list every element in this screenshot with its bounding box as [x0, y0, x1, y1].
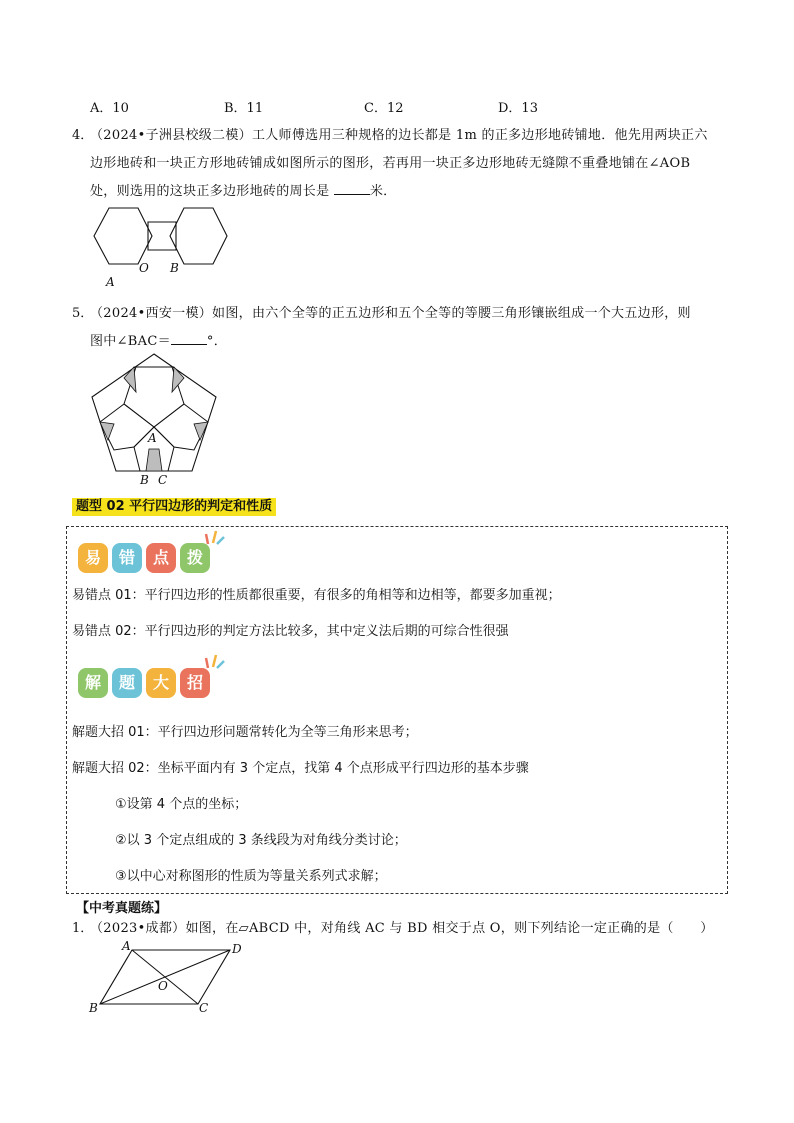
- step-item: ①设第 4 个点的坐标；: [115, 797, 248, 812]
- label-b: B: [140, 473, 149, 487]
- label-d: D: [232, 942, 242, 956]
- badge-icon: 错: [112, 543, 142, 573]
- label-b: B: [170, 261, 179, 275]
- question-number: 4．: [72, 128, 94, 143]
- method-item: 解题大招 02：坐标平面内有 3 个定点，找第 4 个点形成平行四边形的基本步骤: [72, 761, 529, 776]
- question-number: 5．: [72, 306, 94, 321]
- label-b: B: [89, 1001, 98, 1015]
- question-text: 图中∠BAC＝ °．: [90, 334, 227, 349]
- question-text: （2024•西安一模）如图，由六个全等的正五边形和五个全等的等腰三角形镶嵌组成一个大五边形，则: [90, 306, 691, 321]
- question-text: 边形地砖和一块正方形地砖铺成如图所示的图形，若再用一块正多边形地砖无缝隙不重叠地铺在∠AOB: [90, 156, 691, 171]
- badge-icon: 点: [146, 543, 176, 573]
- sparkle-icon: [204, 528, 226, 546]
- hexagon-square-figure: [86, 204, 246, 292]
- question-number: 1．: [72, 921, 94, 936]
- badge-icon: 大: [146, 668, 176, 698]
- label-o: O: [139, 261, 149, 275]
- option-a: A．10: [90, 101, 129, 116]
- pentagon-figure: [86, 352, 222, 488]
- badge-icon: 拨: [180, 543, 210, 573]
- label-c: C: [158, 473, 168, 487]
- question-text: 处，则选用的这块正多边形地砖的周长是 米．: [90, 184, 397, 199]
- method-item: 解题大招 01：平行四边形问题常转化为全等三角形来思考；: [72, 725, 418, 740]
- label-o: O: [158, 979, 168, 993]
- parallelogram-figure: [86, 940, 246, 1018]
- label-a: A: [148, 431, 157, 445]
- answer-blank: [171, 332, 207, 345]
- question-text: （2023•成都）如图，在▱ABCD 中，对角线 AC 与 BD 相交于点 O，则下列结论一定正确的是（ ）: [90, 921, 714, 936]
- tip-item: 易错点 02：平行四边形的判定方法比较多，其中定义法后期的可综合性很强: [72, 624, 509, 639]
- badge-icon: 易: [78, 543, 108, 573]
- option-c: C．12: [364, 101, 404, 116]
- label-a: A: [122, 940, 131, 953]
- badge-icon: 招: [180, 668, 210, 698]
- step-item: ③以中心对称图形的性质为等量关系列式求解；: [115, 869, 387, 884]
- badge-icon: 解: [78, 668, 108, 698]
- section-title: 题型 02 平行四边形的判定和性质: [72, 498, 276, 516]
- sparkle-icon: [204, 652, 226, 670]
- option-b: B．11: [224, 101, 264, 116]
- label-a: A: [106, 275, 115, 289]
- exam-header: 【中考真题练】: [76, 901, 168, 916]
- option-d: D．13: [498, 101, 538, 116]
- tip-item: 易错点 01：平行四边形的性质都很重要，有很多的角相等和边相等，都要多加重视；: [72, 588, 561, 603]
- answer-blank: [334, 182, 370, 195]
- step-item: ②以 3 个定点组成的 3 条线段为对角线分类讨论；: [115, 833, 407, 848]
- badge-icon: 题: [112, 668, 142, 698]
- question-text: （2024•子洲县校级二模）工人师傅选用三种规格的边长都是 1m 的正多边形地砖铺地．他先用两块正六: [90, 128, 708, 143]
- label-c: C: [199, 1001, 209, 1015]
